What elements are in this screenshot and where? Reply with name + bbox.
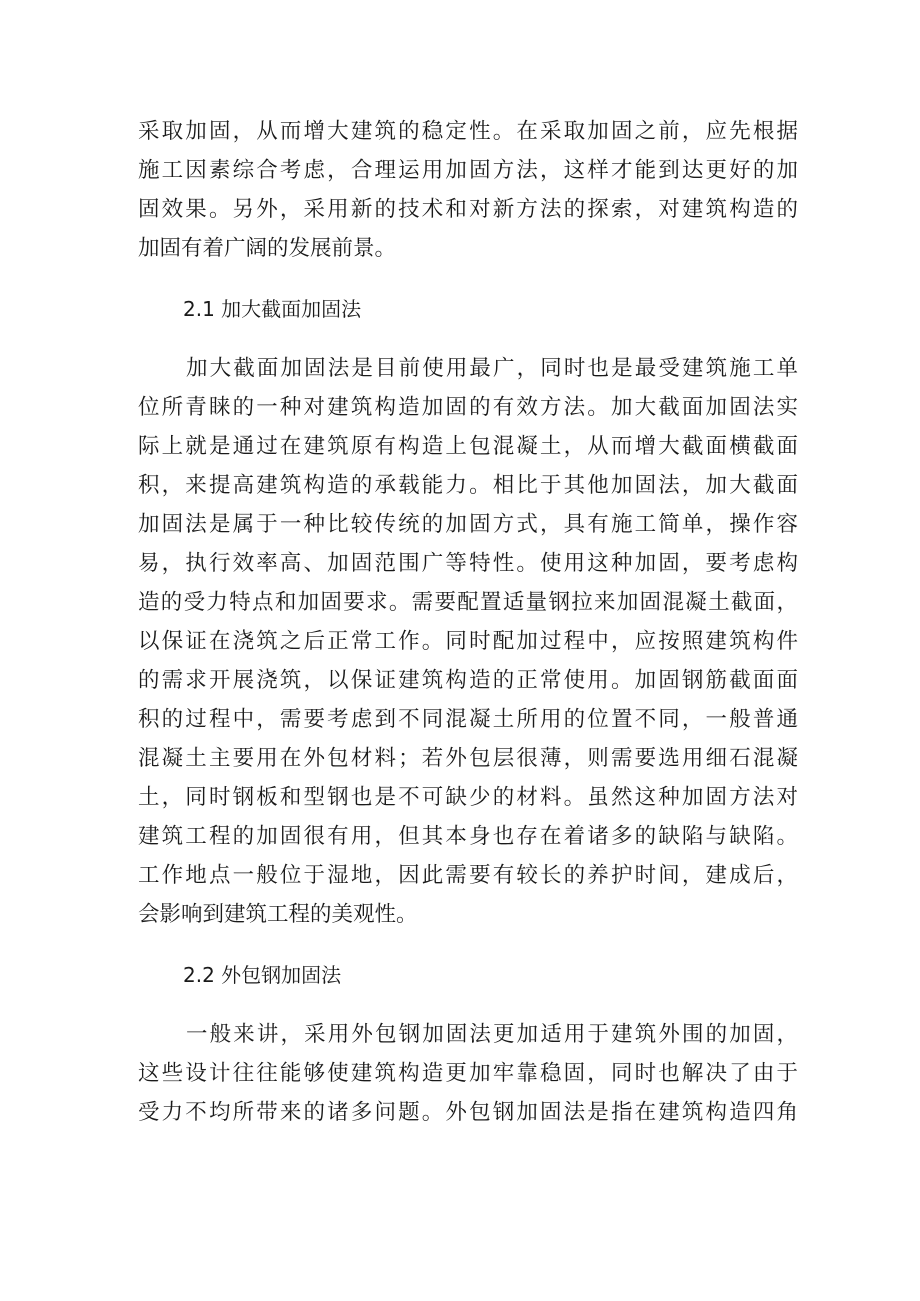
paragraph-line: 积的过程中，需要考虑到不同混凝土所用的位置不同，一般普通 [138,707,798,732]
paragraph-line: 造的受力特点和加固要求。需要配置适量钢拉来加固混凝土截面， [138,590,798,615]
paragraph-line: 混凝土主要用在外包材料；若外包层很薄，则需要选用细石混凝 [138,746,798,771]
paragraph-line: 这些设计往往能够使建筑构造更加牢靠稳固，同时也解决了由于 [138,1061,798,1086]
paragraph-line: 会影响到建筑工程的美观性。 [138,902,418,927]
paragraph-line: 加固法是属于一种比较传统的加固方式，具有施工简单，操作容 [138,512,798,537]
paragraph-line: 位所青睐的一种对建筑构造加固的有效方法。加大截面加固法实 [138,395,798,420]
paragraph-line: 加固有着广阔的发展前景。 [138,236,397,261]
paragraph-line: 固效果。另外，采用新的技术和对新方法的探索，对建筑构造的 [138,197,798,222]
paragraph-line: 积，来提高建筑构造的承载能力。相比于其他加固法，加大截面 [138,473,798,498]
paragraph-line: 以保证在浇筑之后正常工作。同时配加过程中，应按照建筑构件 [138,629,798,654]
paragraph-line: 加大截面加固法是目前使用最广，同时也是最受建筑施工单 [186,356,798,381]
paragraph-line: 一般来讲，采用外包钢加固法更加适用于建筑外围的加固， [186,1022,798,1047]
paragraph-line: 施工因素综合考虑，合理运用加固方法，这样才能到达更好的加 [138,158,798,183]
paragraph-line: 际上就是通过在建筑原有构造上包混凝土，从而增大截面横截面 [138,434,798,459]
paragraph-line: 土，同时钢板和型钢也是不可缺少的材料。虽然这种加固方法对 [138,785,798,810]
section-heading: 2.2 外包钢加固法 [183,963,342,987]
paragraph-line: 易，执行效率高、加固范围广等特性。使用这种加固，要考虑构 [138,551,798,576]
section-heading: 2.1 加大截面加固法 [183,297,362,321]
paragraph-line: 采取加固，从而增大建筑的稳定性。在采取加固之前，应先根据 [138,119,798,144]
paragraph-line: 受力不均所带来的诸多问题。外包钢加固法是指在建筑构造四角 [138,1100,798,1125]
paragraph-line: 的需求开展浇筑，以保证建筑构造的正常使用。加固钢筋截面面 [138,668,798,693]
paragraph-line: 建筑工程的加固很有用，但其本身也存在着诸多的缺陷与缺陷。 [138,824,798,849]
paragraph-line: 工作地点一般位于湿地，因此需要有较长的养护时间，建成后， [138,863,798,888]
